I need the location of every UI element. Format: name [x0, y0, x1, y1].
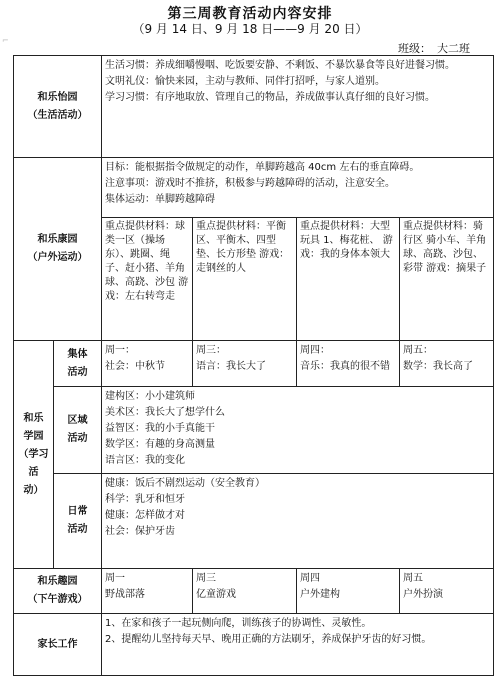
area-line: 益智区：我的小手真能干 [105, 423, 215, 434]
day-content: 语言：我长大了 [196, 361, 266, 372]
day-label: 周四： [300, 345, 330, 356]
daily-line: 健康：怎样做才对 [105, 510, 185, 521]
outdoor-goals [102, 158, 494, 218]
outdoor-area: 重点提供材料：平衡区、平衡木、四型垫、长方形垫 游戏：走钢丝的人 [193, 218, 297, 341]
outdoor-area: 重点提供材料：骑行区 骑小车、羊角球、高跷、沙包、彩带 游戏：摘果子 [400, 218, 494, 341]
life-line: 生活习惯：养成细嚼慢咽、吃饭要安静、不剩饭、不暴饮暴食等良好进餐习惯。 [105, 60, 455, 71]
outdoor-area: 重点提供材料：球类一区（操场东）、跳圈、绳子、赶小猪、羊角球、高跷、沙包 游戏：左右转弯走 [102, 218, 193, 341]
outdoor-goal: 目标：能根据指令做规定的动作，单脚跨越高 40cm 左右的垂直障碍。 [105, 162, 420, 173]
daily-line: 科学：乳牙和恒牙 [105, 494, 185, 505]
category-home: 家长工作 [14, 614, 102, 676]
row-learn-daily [14, 474, 494, 569]
row-home [14, 614, 494, 676]
class-value: 大二班 [437, 42, 470, 55]
day-label: 周三： [196, 345, 226, 356]
outdoor-group: 集体运动：单脚跨越障碍 [105, 194, 215, 205]
subcategory-daily: 日常 活动 [54, 474, 102, 569]
life-line: 学习习惯：有序地取放、管理自己的物品，养成做事认真仔细的良好习惯。 [105, 92, 435, 103]
class-info [398, 40, 470, 56]
fun-game: 户外建构 [300, 589, 340, 600]
fun-day: 周三 [196, 573, 216, 584]
outdoor-note: 注意事项：游戏时不推挤，积极参与跨越障碍的活动，注意安全。 [105, 178, 395, 189]
fun-day-cell [193, 569, 297, 614]
fun-game: 户外扮演 [403, 589, 443, 600]
day-content: 音乐：我真的很不错 [300, 361, 390, 372]
area-line: 语言区：我的变化 [105, 455, 185, 466]
area-line: 建构区：小小建筑师 [105, 391, 195, 402]
home-content [102, 614, 494, 676]
fun-day: 周五 [403, 573, 423, 584]
fun-day-cell [297, 569, 400, 614]
class-label: 班级： [398, 42, 431, 55]
group-day-cell [297, 341, 400, 387]
group-day-cell [193, 341, 297, 387]
daily-activities [102, 474, 494, 569]
group-day-cell [102, 341, 193, 387]
day-label: 周一： [105, 345, 135, 356]
fun-day: 周四 [300, 573, 320, 584]
schedule-table [13, 55, 494, 676]
category-fun: 和乐趣园 （下午游戏） [14, 569, 102, 614]
subcategory-area: 区域 活动 [54, 387, 102, 474]
day-label: 周五： [403, 345, 433, 356]
day-content: 数学：我长高了 [403, 361, 473, 372]
row-fun [14, 569, 494, 614]
row-life [14, 56, 494, 158]
fun-day-cell [102, 569, 193, 614]
category-outdoor: 和乐康园 （户外运动） [14, 158, 102, 341]
daily-line: 健康：饭后不剧烈运动（安全教育） [105, 478, 265, 489]
date-range: （9 月 14 日、9 月 18 日——9 月 20 日） [132, 22, 368, 36]
category-learn: 和乐 学园 （学习活 动） [14, 341, 54, 569]
page-margin-marker: ⌐ [2, 36, 9, 45]
category-life: 和乐怡园 （生活活动） [14, 56, 102, 158]
group-day-cell [400, 341, 494, 387]
page-title: 第三周教育活动内容安排 [167, 6, 333, 22]
fun-game: 野战部落 [105, 589, 145, 600]
row-outdoor-goals [14, 158, 494, 218]
row-learn-group [14, 341, 494, 387]
subcategory-group: 集体 活动 [54, 341, 102, 387]
area-activities [102, 387, 494, 474]
life-content [102, 56, 494, 158]
fun-day: 周一 [105, 573, 125, 584]
area-line: 美术区：我长大了想学什么 [105, 407, 225, 418]
daily-line: 社会：保护牙齿 [105, 526, 175, 537]
life-line: 文明礼仪：愉快来园，主动与教师、同伴打招呼，与家人道别。 [105, 76, 385, 87]
area-line: 数学区：有趣的身高测量 [105, 439, 215, 450]
day-content: 社会：中秋节 [105, 361, 165, 372]
fun-game: 亿童游戏 [196, 589, 236, 600]
fun-day-cell [400, 569, 494, 614]
home-line: 2、提醒幼儿坚持每天早、晚用正确的方法刷牙，养成保护牙齿的好习惯。 [105, 634, 432, 645]
outdoor-area: 重点提供材料：大型玩具 1、梅花桩、 游戏：我的身体本领大 [297, 218, 400, 341]
home-line: 1、在家和孩子一起玩侧向爬，训练孩子的协调性、灵敏性。 [105, 618, 372, 629]
row-learn-area [14, 387, 494, 474]
